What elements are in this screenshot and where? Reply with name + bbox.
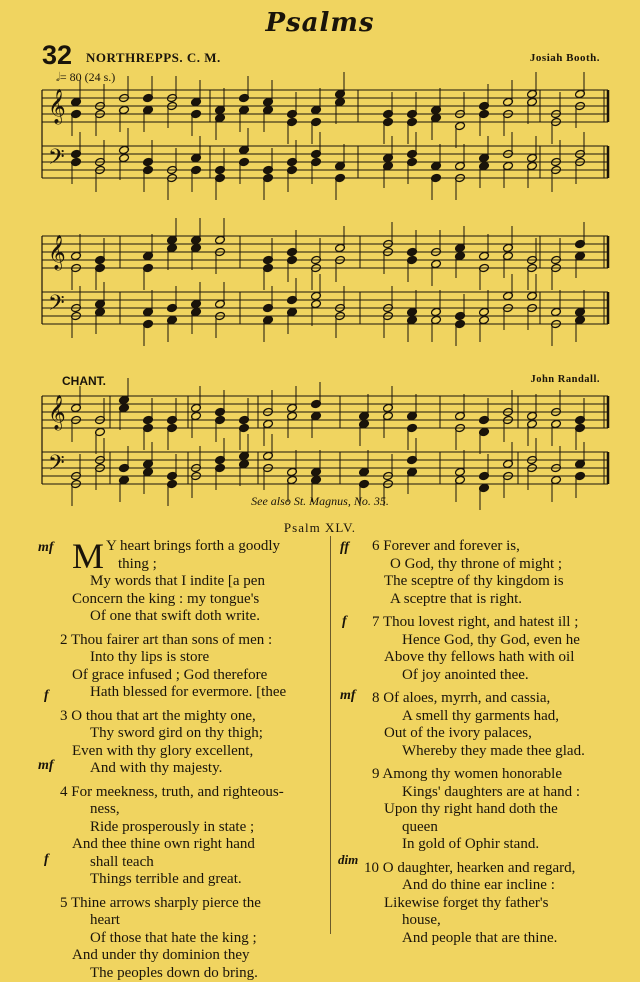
treble-clef-icon: 𝄞 [48, 395, 66, 431]
bass-clef-icon: 𝄢 [48, 291, 65, 321]
verse-line: Concern the king : my tongue's [72, 591, 322, 609]
verse-line: In gold of Ophir stand. [372, 836, 627, 854]
bass-clef-icon: 𝄢 [48, 451, 65, 481]
verse-line: Y heart brings forth a goodly [72, 538, 322, 556]
verse-line: Into thy lips is store [72, 649, 322, 667]
verse-line: 6 Forever and forever is, [372, 538, 627, 556]
verse-line: My words that I indite [a pen [72, 573, 322, 591]
verse-line: Of grace infused ; God therefore [72, 667, 322, 685]
treble-clef-icon: 𝄞 [48, 89, 66, 125]
half-note-icon: 𝅗𝅥 [56, 70, 60, 84]
verse-line: 4 For meekness, truth, and righteous- [60, 784, 322, 802]
verse-line: Of those that hate the king ; [72, 930, 322, 948]
verse-line: Whereby they made thee glad. [372, 743, 627, 761]
verse-line: Things terrible and great. [72, 871, 322, 889]
verse-line: And thee thine own right hand [72, 836, 322, 854]
verse-line: 7 Thou lovest right, and hatest ill ; [372, 614, 627, 632]
verse-line: A smell thy garments had, [372, 708, 627, 726]
stanza-10 [372, 860, 627, 948]
stanza-7 [372, 614, 627, 684]
verse-line: 5 Thine arrows sharply pierce the [60, 895, 322, 913]
composer-name: Josiah Booth. [530, 52, 600, 64]
verse-line: Thy sword gird on thy thigh; [72, 725, 322, 743]
verse-line: Of one that swift doth write. [72, 608, 322, 626]
verse-line: 2 Thou fairer art than sons of men : [60, 632, 322, 650]
verse-line: And do thine ear incline : [372, 877, 627, 895]
stanza-9 [372, 766, 627, 854]
verse-line: 3 O thou that art the mighty one, [60, 708, 322, 726]
dynamic-mark: mf [340, 688, 356, 704]
stanza-2 [72, 632, 322, 702]
verse-line: Above thy fellows hath with oil [372, 649, 627, 667]
verse-line: shall teach [72, 854, 322, 872]
dynamic-mark: f [44, 852, 49, 868]
psalm-title: Psalm XLV. [0, 520, 640, 536]
verse-line: Ride prosperously in state ; [72, 819, 322, 837]
verse-line: Out of the ivory palaces, [372, 725, 627, 743]
verse-line: queen [372, 819, 627, 837]
verse-line: heart [72, 912, 322, 930]
verse-line: The peoples down do bring. [72, 965, 322, 982]
bass-clef-icon: 𝄢 [48, 145, 65, 175]
dynamic-mark: dim [338, 852, 358, 868]
verse-line: thing ; [72, 556, 322, 574]
verse-line: A sceptre that is right. [372, 591, 627, 609]
tune-name: NORTHREPPS. C. M. [86, 50, 221, 66]
verse-line: And under thy dominion they [72, 947, 322, 965]
dynamic-mark: mf [38, 758, 54, 774]
verse-line: Hath blessed for evermore. [thee [72, 684, 322, 702]
dynamic-mark: f [44, 688, 49, 704]
column-divider [330, 536, 331, 934]
verse-line: Of joy anointed thee. [372, 667, 627, 685]
verse-line: Upon thy right hand doth the [372, 801, 627, 819]
dynamic-mark: mf [38, 540, 54, 556]
verse-line: Even with thy glory excellent, [72, 743, 322, 761]
stanza-8 [372, 690, 627, 760]
verse-line: house, [372, 912, 627, 930]
chant-composer: John Randall. [530, 374, 600, 385]
verse-line: 10 O daughter, hearken and regard, [364, 860, 627, 878]
stanza-1 [72, 538, 322, 626]
drop-cap: M [72, 540, 104, 572]
verse-line: Hence God, thy God, even he [372, 632, 627, 650]
verse-line: 8 Of aloes, myrrh, and cassia, [372, 690, 627, 708]
chant-label: CHANT. [62, 374, 106, 388]
verse-line: And with thy majesty. [72, 760, 322, 778]
stanza-5 [72, 895, 322, 982]
tempo-marking: 𝅗𝅥= 80 (24 s.) [56, 70, 115, 85]
stanza-3 [72, 708, 322, 778]
hymn-number: 32 [42, 40, 72, 71]
dynamic-mark: f [342, 614, 347, 630]
stanza-4 [72, 784, 322, 889]
treble-clef-icon: 𝄞 [48, 235, 66, 271]
see-also-note: See also St. Magnus, No. 35. [0, 494, 640, 509]
stanza-6 [372, 538, 627, 608]
page-title: Psalms [0, 8, 640, 38]
dynamic-mark: ff [340, 540, 349, 556]
verse-line: Likewise forget thy father's [372, 895, 627, 913]
verse-line: And people that are thine. [372, 930, 627, 948]
verse-line: The sceptre of thy kingdom is [372, 573, 627, 591]
verse-line: 9 Among thy women honorable [372, 766, 627, 784]
right-column [372, 538, 627, 947]
left-column [72, 538, 322, 982]
verse-line: O God, thy throne of might ; [372, 556, 627, 574]
verse-line: ness, [72, 801, 322, 819]
verse-line: Kings' daughters are at hand : [372, 784, 627, 802]
